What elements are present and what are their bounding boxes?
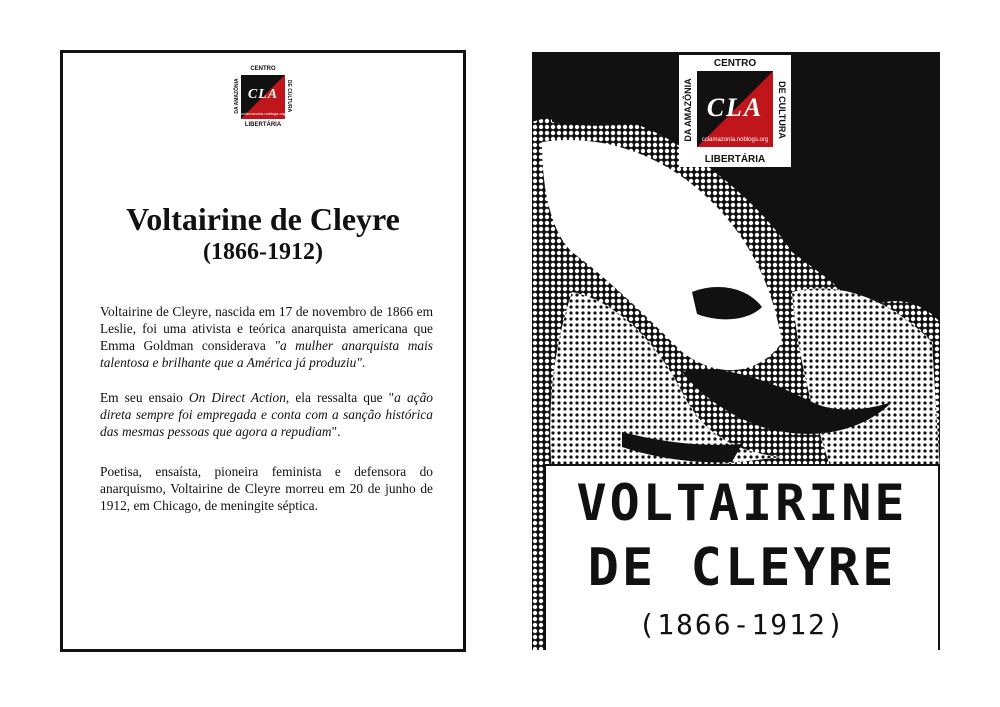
logo-bottom-text: LIBERTÁRIA <box>244 122 282 128</box>
cover-logo-mark: CLA <box>706 93 764 122</box>
logo-top-text: CENTRO <box>250 66 276 72</box>
cover-logo-left-text: DA AMAZÔNIA <box>683 78 693 142</box>
logo-right-text: DE CULTURA <box>286 79 292 113</box>
front-cover-panel <box>532 52 940 650</box>
page-years: (1866-1912) <box>203 239 323 265</box>
cover-title-box <box>544 464 940 650</box>
p1-end: . <box>361 355 366 370</box>
cover-title-line2: DE CLEYRE <box>587 538 897 598</box>
paragraph-death: Poetisa, ensaísta, pioneira feminista e defensora do anarquismo, Voltairine de Cleyre morreu em 20 de junho de 1912, em Chicago, de meningite séptica. <box>100 464 433 513</box>
logo-mark: CLA <box>247 87 279 102</box>
cover-logo-top-text: CENTRO <box>713 58 757 69</box>
cla-logo <box>231 65 295 129</box>
logo-url: cclamazonia.noblogs.org <box>241 111 286 116</box>
page-title: Voltairine de Cleyre <box>126 201 400 237</box>
goldman-quote: "a mulher anarquista mais talentosa e brilhante que a América já produziu" <box>100 338 433 370</box>
p1-text: Voltairine de Cleyre, nascida em 17 de novembro de 1866 em Leslie, foi uma ativista e teórica anarquista americana que Emma Goldman considerava <box>100 304 433 353</box>
p2-end: ". <box>331 424 341 439</box>
p2-mid: , ela ressalta que " <box>285 390 395 405</box>
back-cover-panel <box>60 50 466 652</box>
logo-left-text: DA AMAZÔNIA <box>234 78 240 114</box>
logo-emblem <box>241 75 285 119</box>
cover-logo-bottom-text: LIBERTÁRIA <box>704 154 766 165</box>
p2-start: Em seu ensaio <box>100 390 189 405</box>
cover-logo-right-text: DE CULTURA <box>777 81 787 139</box>
cover-logo-emblem <box>697 71 773 147</box>
paragraph-biography <box>100 303 433 371</box>
cover-title-line1: VOLTAIRINE <box>576 474 908 532</box>
paragraph-direct-action <box>100 389 433 440</box>
cover-years: (1866-1912) <box>638 608 846 641</box>
essay-title: On Direct Action <box>188 390 286 405</box>
cover-logo-url: cclamazonia.noblogs.org <box>701 137 769 143</box>
cover-cla-logo <box>679 55 791 167</box>
essay-quote: a ação direta sempre foi empregada e conta com a sanção histórica das mesmas pessoas que agora a repudiam <box>100 390 433 439</box>
